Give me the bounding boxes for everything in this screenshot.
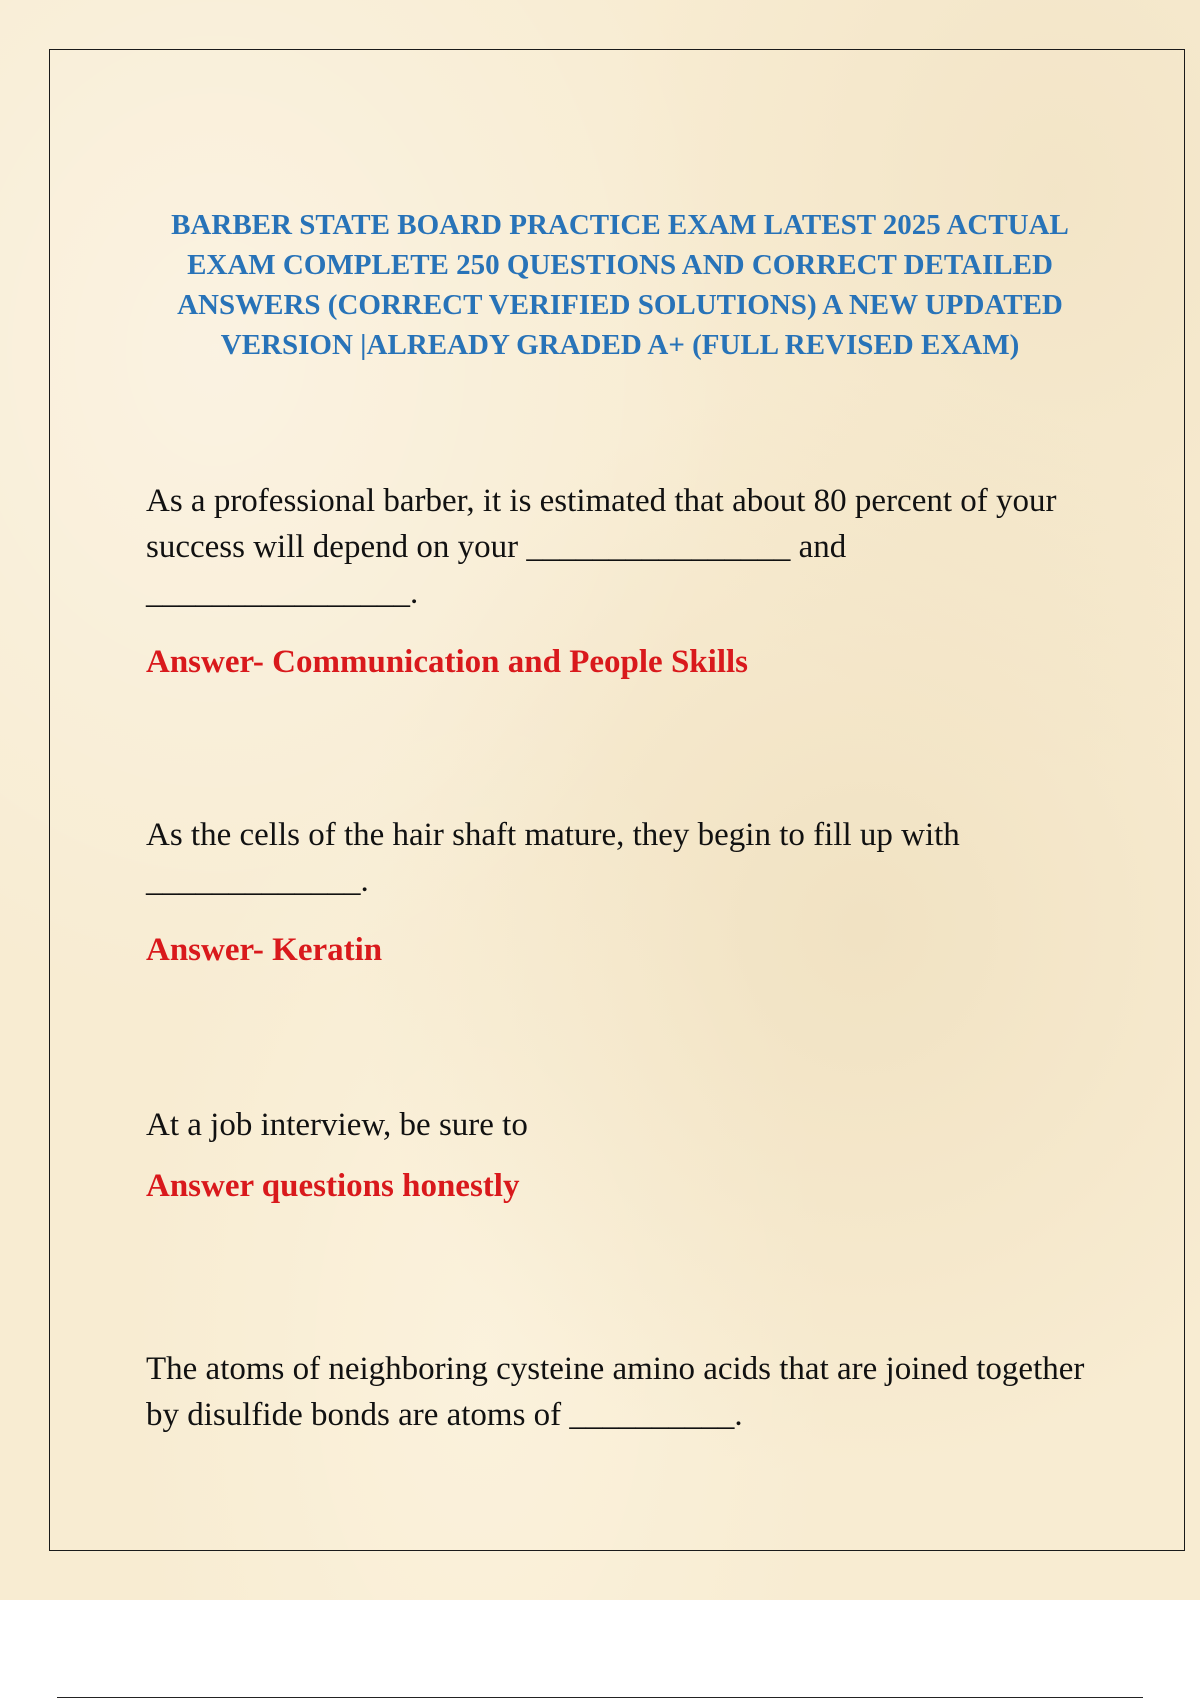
- question-block: [146, 812, 1086, 972]
- footer-divider: [57, 1697, 1143, 1698]
- question-block: [146, 1346, 1086, 1438]
- question-text: At a job interview, be sure to: [146, 1107, 528, 1143]
- question-block: [146, 478, 1086, 684]
- answer-text: Answer- Communication and People Skills: [146, 644, 748, 680]
- answer-text: Answer questions honestly: [146, 1168, 520, 1204]
- answer-text: Answer- Keratin: [146, 932, 383, 968]
- question-text: The atoms of neighboring cysteine amino acids that are joined together by disulfide bonds are atoms of __________.: [146, 1351, 1085, 1433]
- question-block: [146, 1102, 1086, 1208]
- document-title: BARBER STATE BOARD PRACTICE EXAM LATEST 2025 ACTUAL EXAM COMPLETE 250 QUESTIONS AND CORRECT DETAILED ANSWERS (CORRECT VERIFIED SOLUTIONS) A NEW UPDATED VERSION |ALREADY GRADED A+ (FULL REVISED EXAM): [171, 209, 1069, 361]
- question-text: As a professional barber, it is estimated that about 80 percent of your success will depend on your ________________ and ________________.: [146, 483, 1057, 611]
- question-text: As the cells of the hair shaft mature, they begin to fill up with _____________.: [146, 817, 960, 899]
